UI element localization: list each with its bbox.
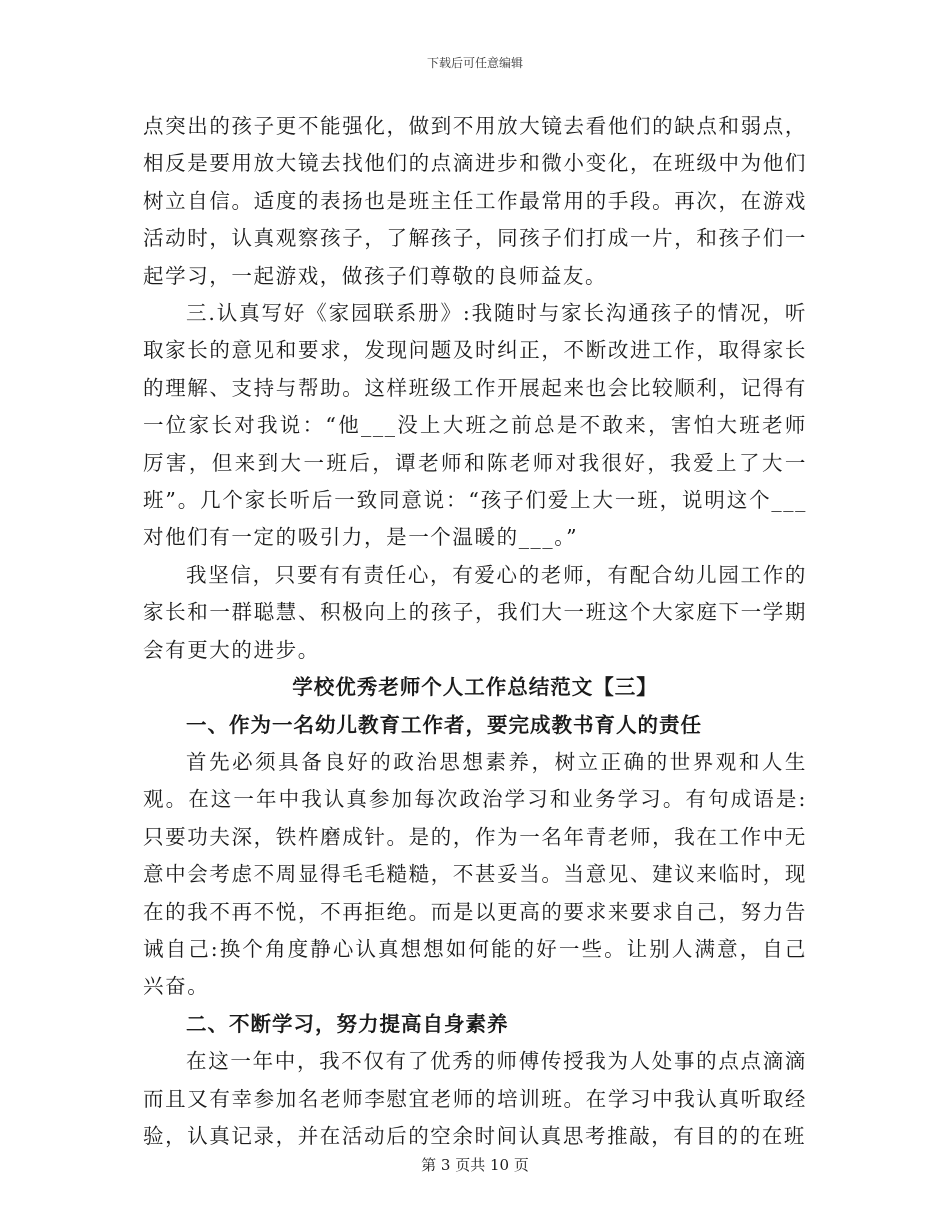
heading-1: 一、作为一名幼儿教育工作者，要完成教书育人的责任 bbox=[186, 712, 703, 737]
paragraph-2: 三.认真写好《家园联系册》:我随时与家长沟通孩子的情况，听取家长的意见和要求，发现问题及时纠正，不断改进工作，取得家长的理解、支持与帮助。这样班级工作开展起来也会比较顺利，记得有一位家长对我说：“他___没上大班之前总是不敢来，害怕大班老师厉害，但来到大一班后，谭老师和陈老师对我很好，我爱上了大一班”。几个家长听后一致同意说：“孩子们爱上大一班，说明这个___对他们有一定的吸引力，是一个温暖的___。” bbox=[143, 301, 807, 550]
document-body bbox=[143, 108, 807, 1155]
page-header: 下载后可任意编辑 bbox=[426, 56, 523, 70]
heading-2: 二、不断学习，努力提高自身素养 bbox=[186, 1011, 509, 1036]
paragraph-3: 我坚信，只要有有责任心，有爱心的老师，有配合幼儿园工作的家长和一群聪慧、积极向上的孩子，我们大一班这个大家庭下一学期会有更大的进步。 bbox=[143, 562, 807, 662]
paragraph-4: 首先必须具备良好的政治思想素养，树立正确的世界观和人生观。在这一年中我认真参加每次政治学习和业务学习。有句成语是:只要功夫深，铁杵磨成针。是的，作为一名年青老师，我在工作中无意中会考虑不周显得毛毛糙糙，不甚妥当。当意见、建议来临时，现在的我不再不悦，不再拒绝。而是以更高的要求来要求自己，努力告诫自己:换个角度静心认真想想如何能的好一些。让别人满意，自己兴奋。 bbox=[143, 749, 807, 999]
page-footer: 第 3 页共 10 页 bbox=[421, 1156, 529, 1174]
section-title: 学校优秀老师个人工作总结范文【三】 bbox=[292, 675, 658, 700]
paragraph-1: 点突出的孩子更不能强化，做到不用放大镜去看他们的缺点和弱点，相反是要用放大镜去找他们的点滴进步和微小变化，在班级中为他们树立自信。适度的表扬也是班主任工作最常用的手段。再次，在游戏活动时，认真观察孩子，了解孩子，同孩子们打成一片，和孩子们一起学习，一起游戏，做孩子们尊敬的良师益友。 bbox=[143, 114, 807, 288]
paragraph-5: 在这一年中，我不仅有了优秀的师傅传授我为人处事的点点滴滴而且又有幸参加名老师李慰宜老师的培训班。在学习中我认真听取经验，认真记录，并在活动后的空余时间认真思考推敲，有目的的在班 bbox=[143, 1049, 807, 1148]
